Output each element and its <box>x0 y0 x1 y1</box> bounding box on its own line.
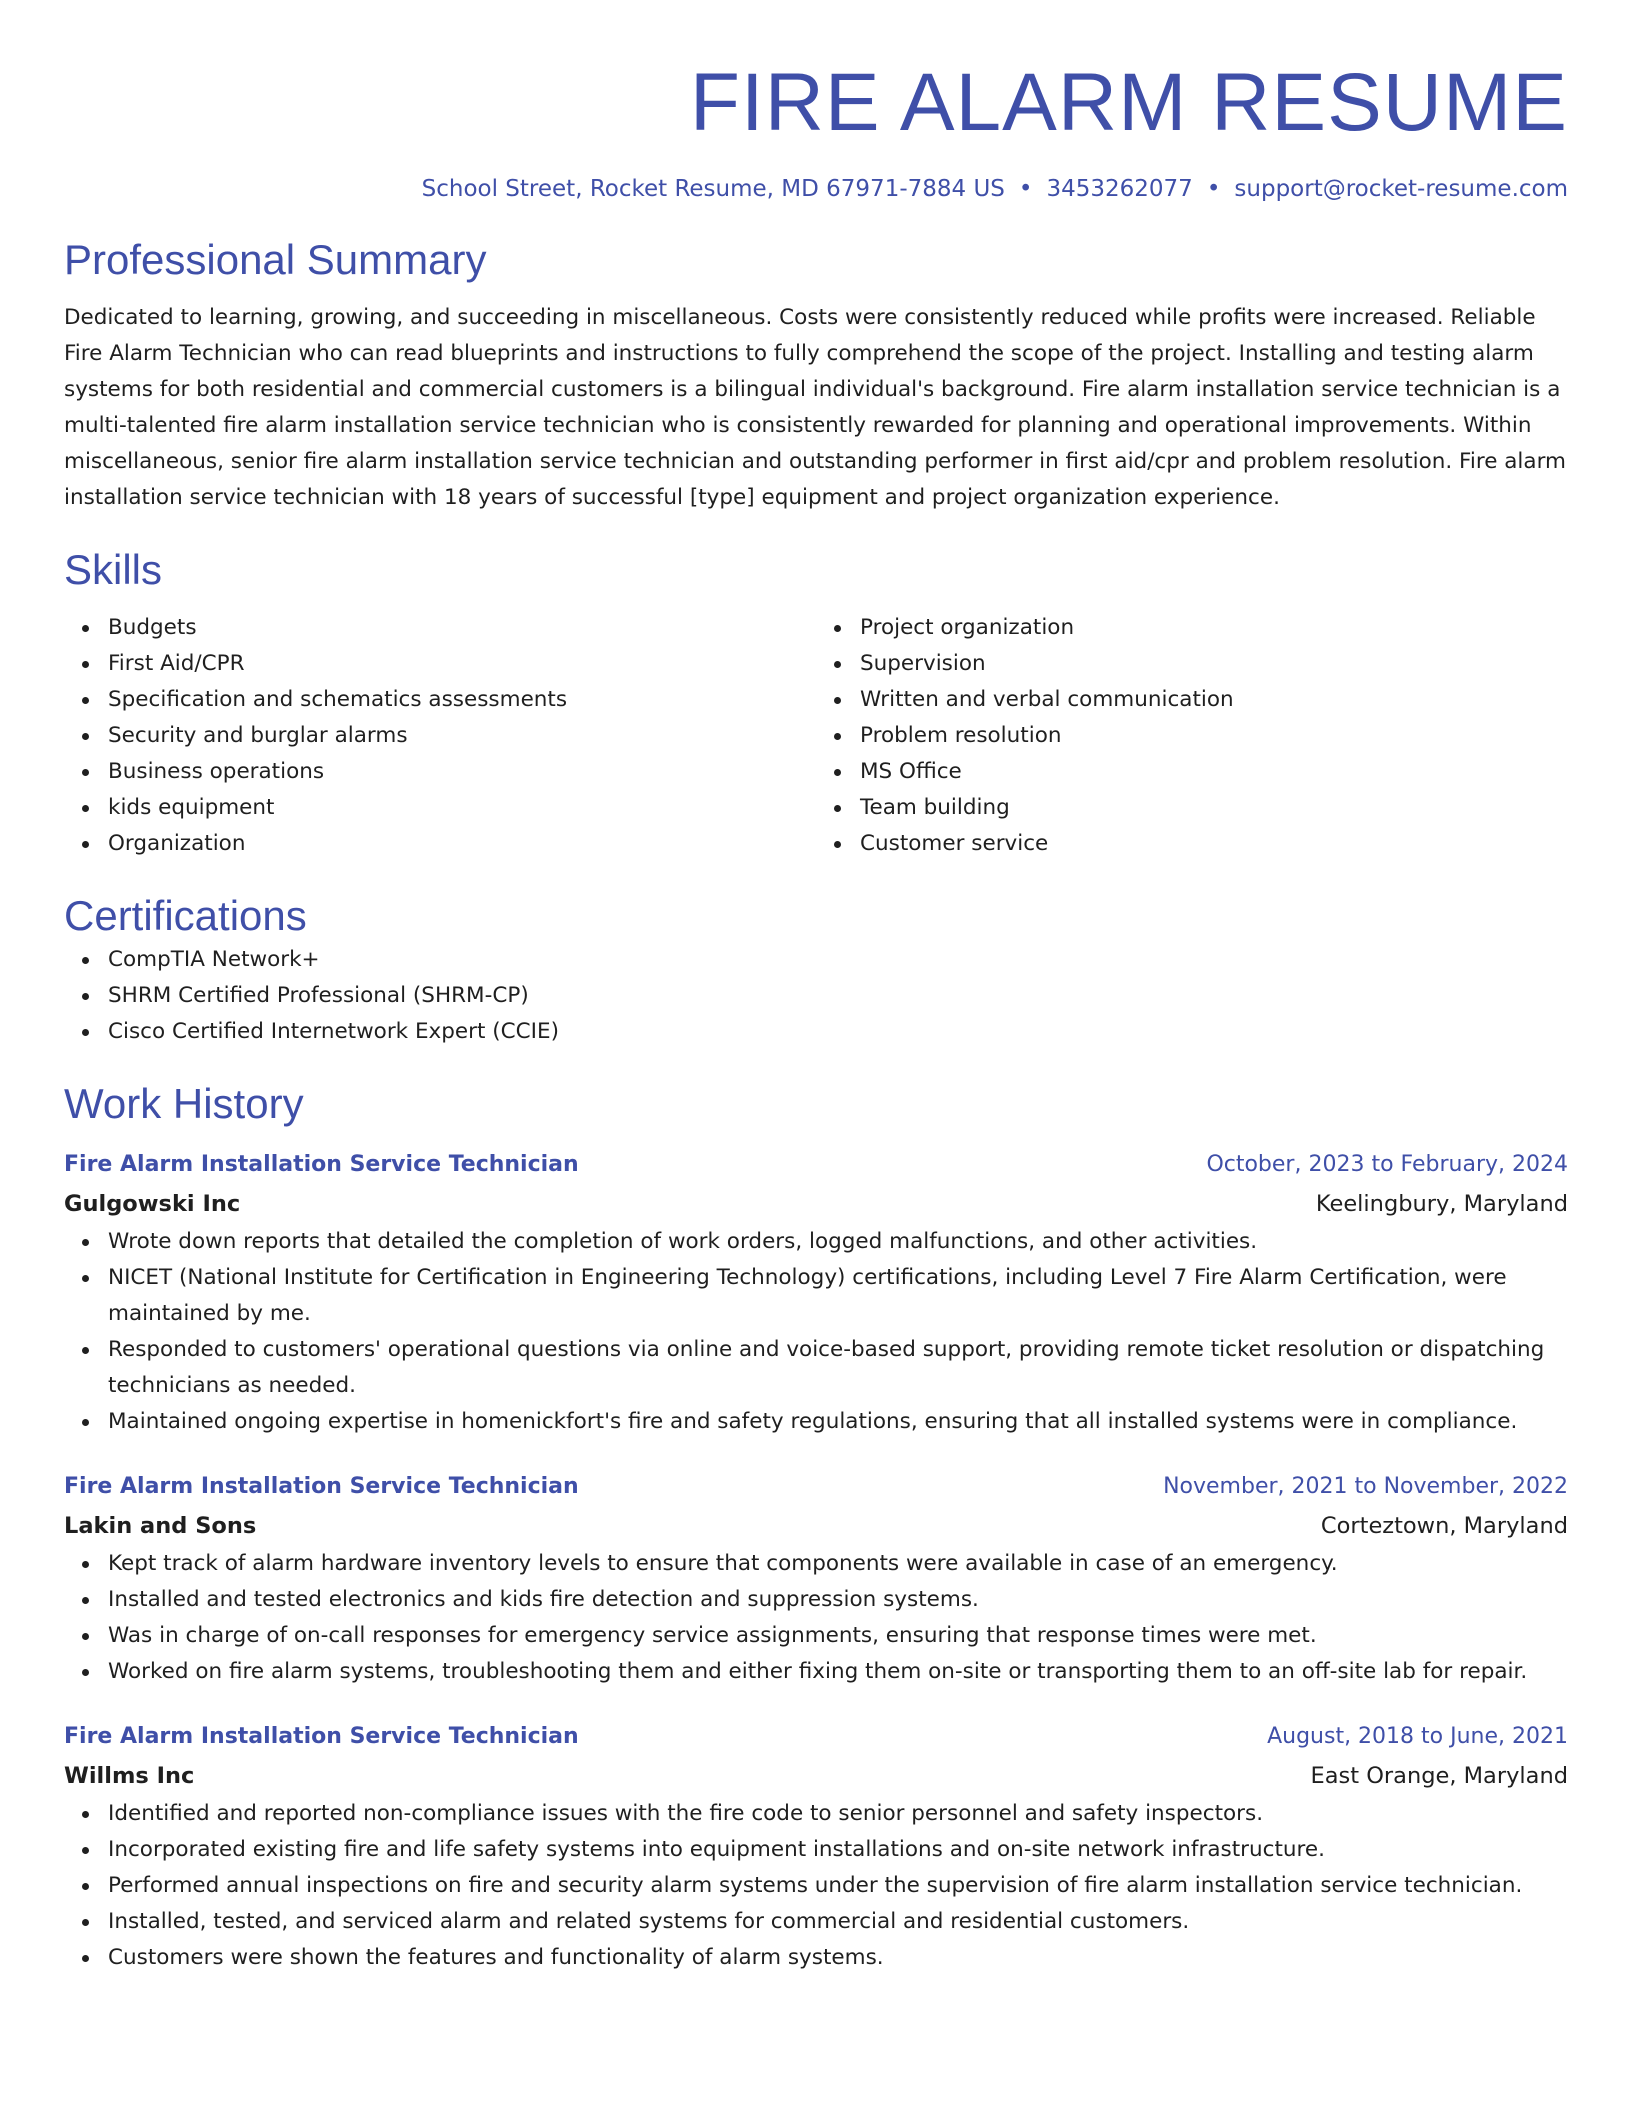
job-location: Corteztown, Maryland <box>1320 1513 1568 1539</box>
job-entry <box>64 1718 1568 1976</box>
certifications-list <box>64 942 1568 1050</box>
skills-list-left <box>64 610 816 862</box>
job-bullet: Wrote down reports that detailed the completion of work orders, logged malfunctions, and other activities. <box>108 1224 1568 1260</box>
contact-address: School Street, Rocket Resume, MD 67971-7884 US <box>421 176 1005 202</box>
skill-item: First Aid/CPR <box>108 646 816 682</box>
job-bullet: Maintained ongoing expertise in homenickfort's fire and safety regulations, ensuring that all installed systems were in compliance. <box>108 1404 1568 1440</box>
contact-line <box>64 172 1568 206</box>
job-bullet: Installed and tested electronics and kids fire detection and suppression systems. <box>108 1582 1568 1618</box>
skill-item: Project organization <box>860 610 1568 646</box>
job-bullet: Performed annual inspections on fire and security alarm systems under the supervision of fire alarm installation service technician. <box>108 1868 1568 1904</box>
job-dates: August, 2018 to June, 2021 <box>1267 1724 1568 1749</box>
job-bullet: Customers were shown the features and functionality of alarm systems. <box>108 1940 1568 1976</box>
job-bullet: NICET (National Institute for Certification in Engineering Technology) certifications, including Level 7 Fire Alarm Certification, were maintained by me. <box>108 1260 1568 1332</box>
job-bullet: Installed, tested, and serviced alarm and related systems for commercial and residential customers. <box>108 1904 1568 1940</box>
skill-item: Specification and schematics assessments <box>108 682 816 718</box>
job-role: Fire Alarm Installation Service Technician <box>64 1474 579 1499</box>
section-title-work-history: Work History <box>64 1080 304 1127</box>
skills-list-right <box>816 610 1568 862</box>
job-bullet: Identified and reported non-compliance issues with the fire code to senior personnel and safety inspectors. <box>108 1796 1568 1832</box>
job-dates: November, 2021 to November, 2022 <box>1163 1474 1568 1499</box>
certification-item: SHRM Certified Professional (SHRM-CP) <box>108 978 1568 1014</box>
skill-item: Organization <box>108 826 816 862</box>
job-company: Gulgowski Inc <box>64 1191 241 1217</box>
section-title-certifications: Certifications <box>64 892 307 939</box>
job-location: East Orange, Maryland <box>1310 1763 1568 1789</box>
skill-item: Security and burglar alarms <box>108 718 816 754</box>
certification-item: CompTIA Network+ <box>108 942 1568 978</box>
section-title-summary: Professional Summary <box>64 236 487 283</box>
skill-item: Budgets <box>108 610 816 646</box>
skill-item: Customer service <box>860 826 1568 862</box>
job-location: Keelingbury, Maryland <box>1315 1191 1568 1217</box>
contact-phone: 3453262077 <box>1046 176 1193 202</box>
job-entry <box>64 1146 1568 1440</box>
skills-columns <box>64 610 1568 862</box>
skill-item: Written and verbal communication <box>860 682 1568 718</box>
skill-item: kids equipment <box>108 790 816 826</box>
contact-separator: • <box>1018 176 1033 202</box>
skill-item: Business operations <box>108 754 816 790</box>
job-entry <box>64 1468 1568 1690</box>
contact-email[interactable]: support@rocket-resume.com <box>1234 176 1568 202</box>
job-company: Lakin and Sons <box>64 1513 257 1539</box>
job-bullet: Responded to customers' operational questions via online and voice-based support, providing remote ticket resolution or dispatching technicians as needed. <box>108 1332 1568 1404</box>
summary-text: Dedicated to learning, growing, and succeeding in miscellaneous. Costs were consistently reduced while profits were increased. Reliable Fire Alarm Technician who can read blueprints and instructions to fully comprehend the scope of the project. Installing and testing alarm systems for both residential and commercial customers is a bilingual individual's background. Fire alarm installation service technician is a multi-talented fire alarm installation service technician who is consistently rewarded for planning and operational improvements. Within miscellaneous, senior fire alarm installation service technician and outstanding performer in first aid/cpr and problem resolution. Fire alarm installation service technician with 18 years of successful [type] equipment and project organization experience. <box>64 305 1566 510</box>
job-bullet: Incorporated existing fire and life safety systems into equipment installations and on-site network infrastructure. <box>108 1832 1568 1868</box>
job-role: Fire Alarm Installation Service Technician <box>64 1152 579 1177</box>
certification-item: Cisco Certified Internetwork Expert (CCIE) <box>108 1014 1568 1050</box>
resume-title: FIRE ALARM RESUME <box>689 57 1568 148</box>
job-bullets <box>64 1224 1568 1440</box>
job-company: Willms Inc <box>64 1763 195 1789</box>
section-title-skills: Skills <box>64 546 163 593</box>
job-bullet: Was in charge of on-call responses for emergency service assignments, ensuring that response times were met. <box>108 1618 1568 1654</box>
skill-item: MS Office <box>860 754 1568 790</box>
job-bullets <box>64 1796 1568 1976</box>
job-dates: October, 2023 to February, 2024 <box>1206 1152 1568 1177</box>
job-role: Fire Alarm Installation Service Technician <box>64 1724 579 1749</box>
contact-separator: • <box>1206 176 1221 202</box>
job-bullets <box>64 1546 1568 1690</box>
job-bullet: Kept track of alarm hardware inventory levels to ensure that components were available in case of an emergency. <box>108 1546 1568 1582</box>
skill-item: Problem resolution <box>860 718 1568 754</box>
skill-item: Supervision <box>860 646 1568 682</box>
skill-item: Team building <box>860 790 1568 826</box>
job-bullet: Worked on fire alarm systems, troubleshooting them and either fixing them on-site or transporting them to an off-site lab for repair. <box>108 1654 1568 1690</box>
